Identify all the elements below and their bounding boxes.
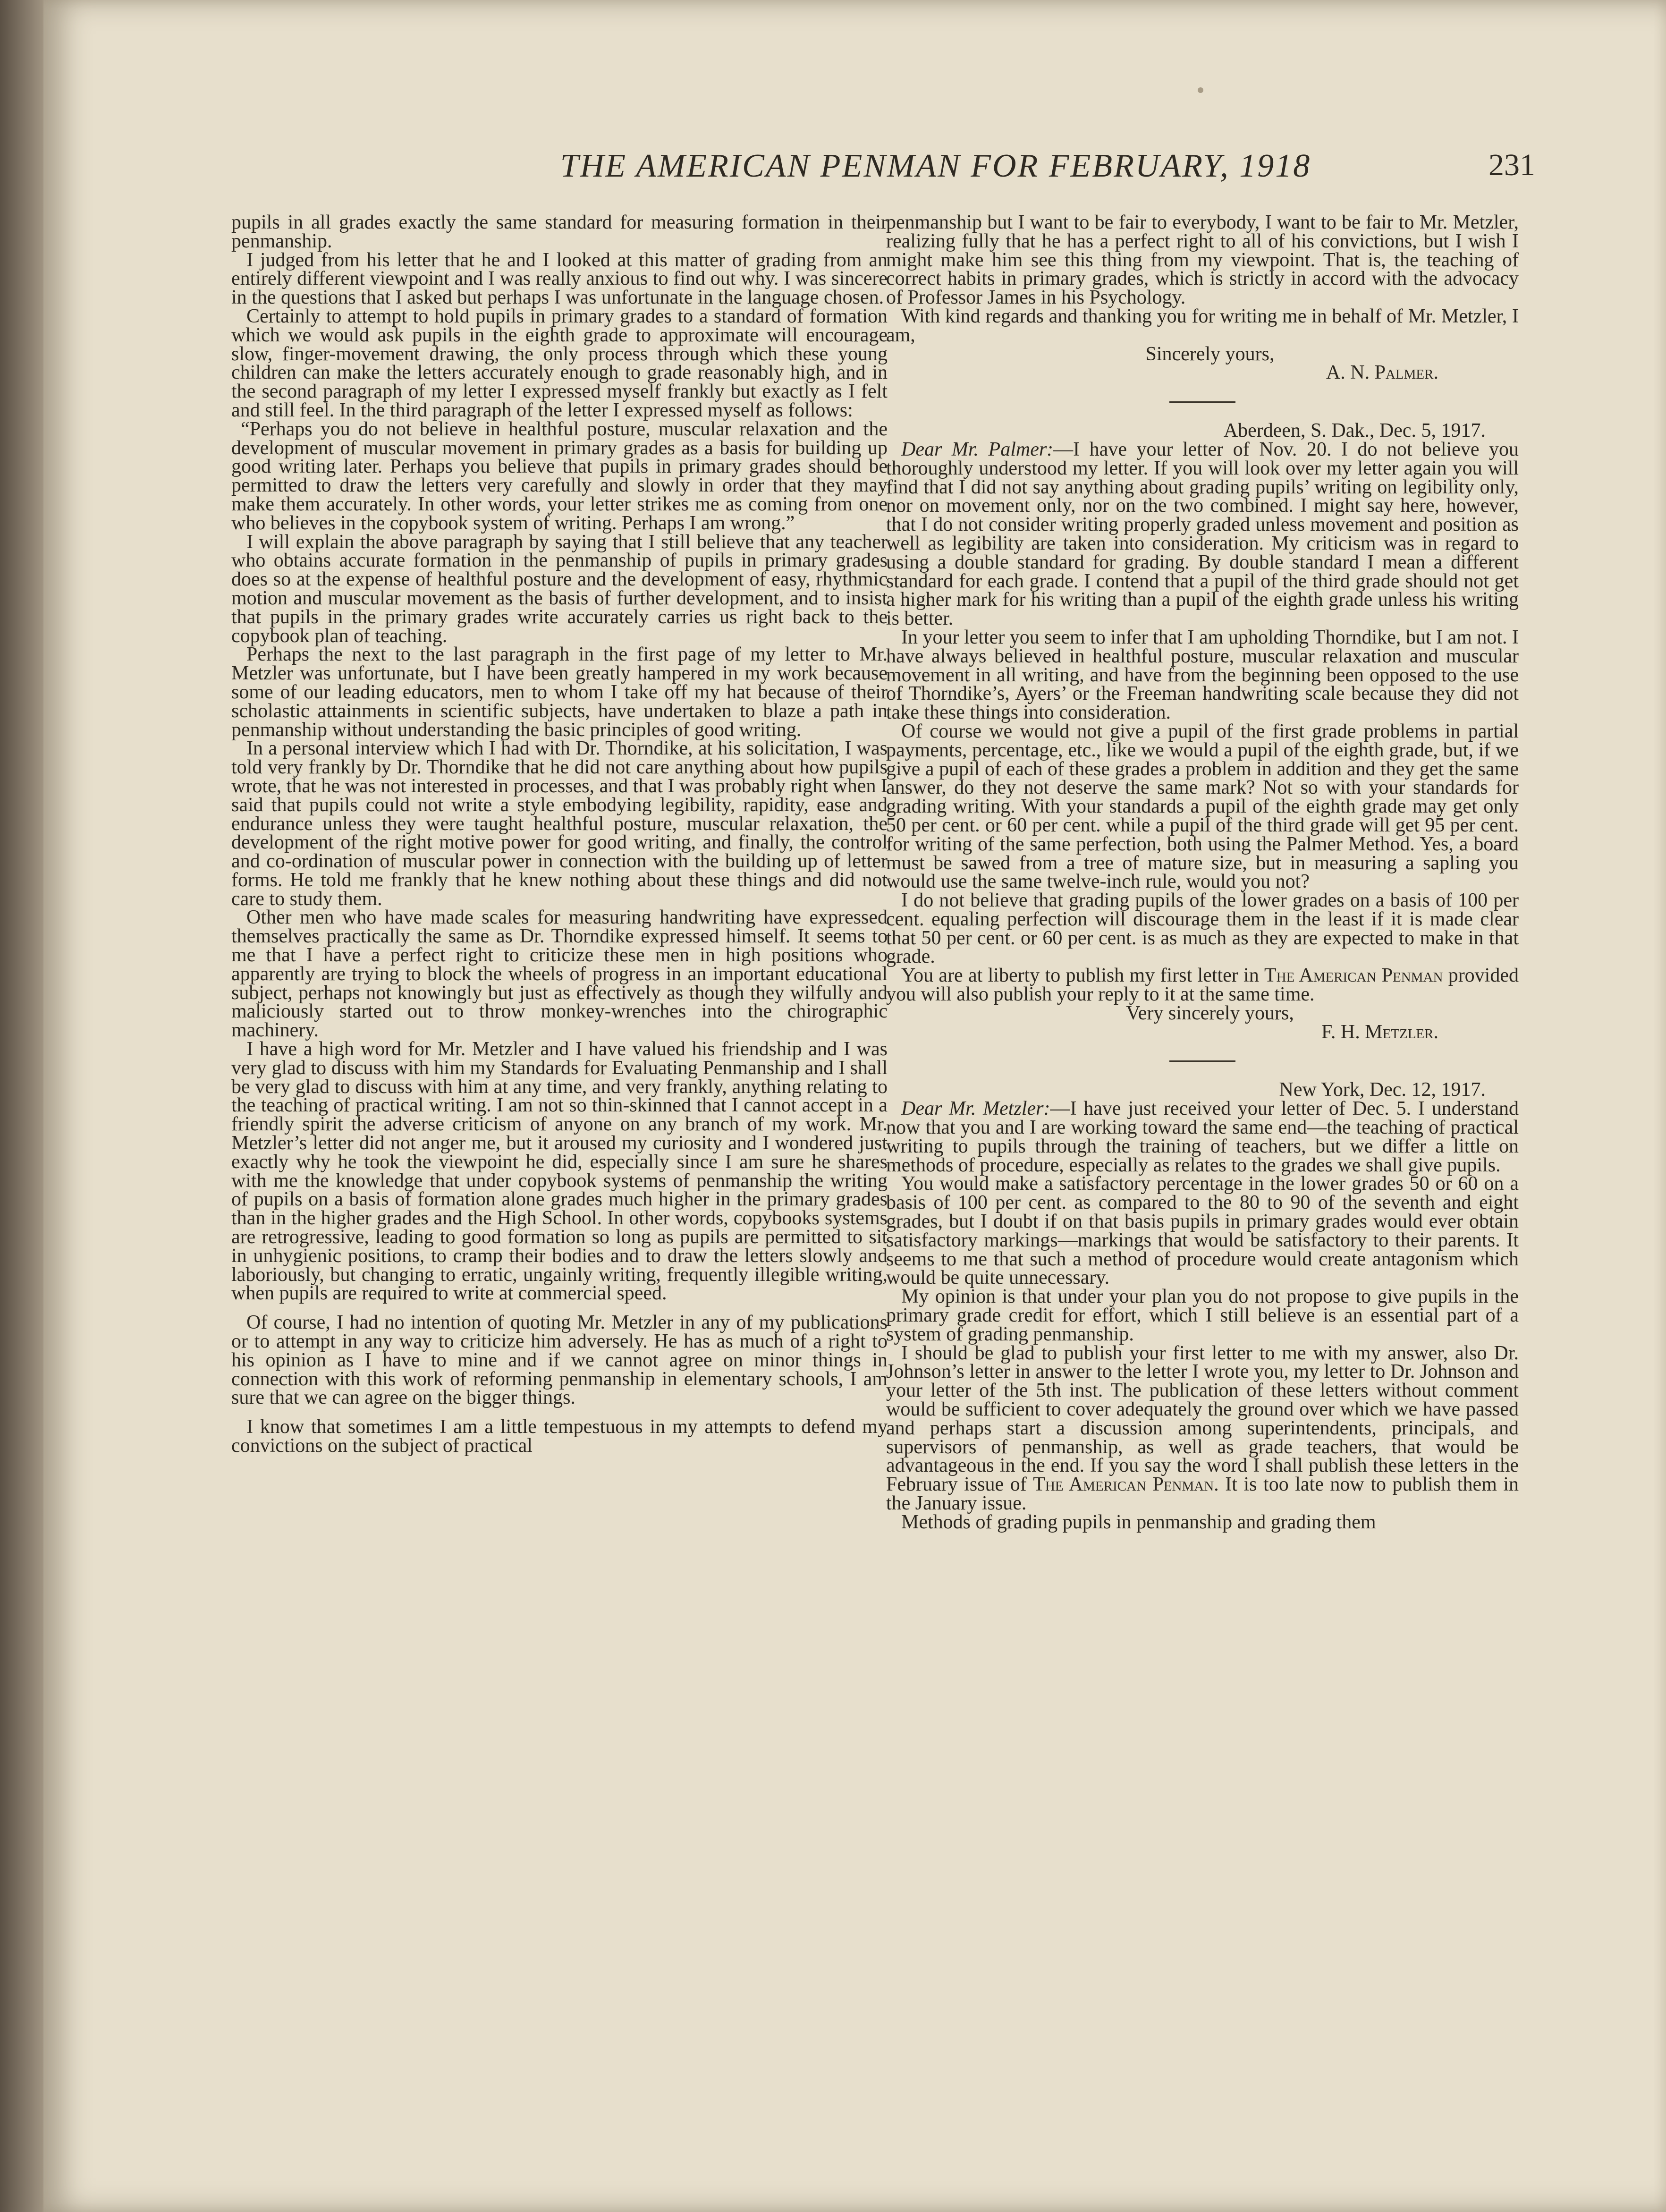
paragraph-text: —I have just received your letter of Dec. 5. I understand now that you and I are working toward the same end—the teaching of practical writing to pupils through the training of teachers, but we differ a little on methods of procedure, especially as relates to the grades we shall give pupils.	[886, 1098, 1519, 1176]
salutation: Dear Mr. Metzler:	[901, 1098, 1050, 1120]
paragraph: In a personal interview which I had with Dr. Thorndike, at his solicitation, I was told very frankly by Dr. Thorndike that he did not care anything about how pupils wrote, that he was not interested in processes, and that I was probably right when I said that pupils could not write a style embodying legibility, rapidity, ease and endurance unless they were taught healthful posture, muscular relaxation, the development of the right motive power for good writing, and finally, the control and co-ordination of muscular power in connection with the building up of letter forms. He told me frankly that he knew nothing about these things and did not care to study them.	[231, 737, 888, 910]
paragraph: I judged from his letter that he and I looked at this matter of grading from an entirely different viewpoint and I was really anxious to find out why. I was sincere in the questions that I asked but perhaps I was unfortunate in the language chosen.	[231, 249, 888, 309]
paragraph-text: —I have your letter of Nov. 20. I do not believe you thoroughly understood my letter. If you will look over my letter again you will find that I did not say anything about grading pupils’ writing on legibility only, nor on movement only, nor on the two combined. I might say here, however, that I do not consider writing properly graded unless movement and position as well as legibility are taken into consideration. My criticism was in regard to using a double standard for grading. By double standard I mean a different standard for each grade. I contend that a pupil of the third grade should not get a higher mark for his writing than a pupil of the eighth grade unless his writing is better.	[886, 438, 1519, 630]
section-divider	[1169, 401, 1235, 403]
paragraph	[886, 438, 1519, 630]
paragraph: Methods of grading pupils in penmanship and grading them	[901, 1511, 1376, 1533]
paragraph	[886, 1344, 1519, 1513]
paragraph: My opinion is that under your plan you do not propose to give pupils in the primary grade credit for effort, which I still believe is an essential part of a system of grading penmanship.	[886, 1286, 1519, 1345]
paragraph: Of course we would not give a pupil of the first grade problems in partial payments, percentage, etc., like we would a pupil of the eighth grade, but, if we give a pupil of each of these grades a problem in addition and they get the same answer, do they not deserve the same mark? Not so with your standards for grading writing. With your standards a pupil of the eighth grade may get only 50 per cent. or 60 per cent. while a pupil of the third grade will get 95 per cent. for writing of the same perfection, both using the Palmer Method. Yes, a board must be sawed from a tree of mature size, but in measuring a sapling you would use the same twelve-inch rule, would you not?	[886, 720, 1519, 893]
page	[43, 0, 1666, 2212]
paragraph-text: . It is too late now to publish them in the January issue.	[886, 1474, 1519, 1514]
page-header	[487, 147, 1535, 195]
letter-place-date: Aberdeen, S. Dak., Dec. 5, 1917.	[1223, 420, 1486, 442]
paper-spot	[1198, 87, 1203, 93]
publication-name: The American Penman	[1033, 1474, 1214, 1496]
paragraph: I have a high word for Mr. Metzler and I have valued his friendship and I was very glad to discuss with him my Standards for Evaluating Penmanship and I shall be very glad to discuss with him at any time, and very frankly, anything relating to the teaching of practical writing. I am not so thin-skinned that I cannot accept in a friendly spirit the adverse criticism of anyone on any branch of my work. Mr. Metzler’s letter did not anger me, but it aroused my curiosity and I wondered just exactly why he took the viewpoint he did, especially since I am sure he shares with me the knowledge that under copybook systems of penmanship the writing of pupils on a basis of formation alone grades much higher in the primary grades than in the higher grades and the High School. In other words, copybooks systems are retrogressive, leading to good formation so long as pupils are permitted to sit in unhygienic positions, to cramp their bodies and to draw the letters slowly and laboriously, but changing to erratic, ungainly writing, frequently illegible writing, when pupils are required to write at commercial speed.	[231, 1038, 888, 1305]
paragraph: Certainly to attempt to hold pupils in primary grades to a standard of formation which we would ask pupils in the eighth grade to approximate will encourage slow, finger-movement drawing, the only process through which these young children can make the letters accurately enough to grade reasonably high, and in the second paragraph of my letter I expressed myself frankly but exactly as I felt and still feel. In the third paragraph of the letter I expressed myself as follows:	[231, 305, 888, 421]
paragraph-text: You are at liberty to publish my first letter in	[901, 965, 1265, 987]
letter-place-date: New York, Dec. 12, 1917.	[1279, 1079, 1486, 1101]
quoted-paragraph: “Perhaps you do not believe in healthful posture, muscular relaxation and the development of muscular movement in primary grades as a basis for building up good writing later. Perhaps you believe that pupils in primary grades should be permitted to draw the letters very carefully and slowly in order that they may make them accurately. In other words, your letter strikes me as coming from one who believes in the copybook system of writing. Perhaps I am wrong.”	[231, 418, 888, 534]
paragraph-text: provided you will also publish your reply to it at the same time.	[886, 965, 1519, 1006]
letter-closing: Very sincerely yours,	[1126, 1002, 1294, 1024]
running-title: THE AMERICAN PENMAN FOR FEBRUARY, 1918	[560, 148, 1311, 184]
paragraph: I will explain the above paragraph by saying that I still believe that any teacher who obtains accurate formation in the penmanship of pupils in primary grades does so at the expense of healthful posture and the development of easy, rhythmic motion and muscular movement as the basis of further development, and to insist that pupils in the primary grades write accurately carries us right back to the copybook plan of teaching.	[231, 531, 888, 647]
right-column	[886, 213, 1519, 1532]
signature-metzler: F. H. Metzler.	[1321, 1021, 1438, 1043]
paragraph	[886, 1100, 1519, 1175]
paragraph: Other men who have made scales for measuring handwriting have expressed themselves practically the same as Dr. Thorndike expressed himself. It seems to me that I have a perfect right to criticize these men in high positions who apparently are trying to block the wheels of progress in an important educational subject, perhaps not knowingly but just as effectively as though they wilfully and maliciously started out to throw monkey-wrenches into the chirographic machinery.	[231, 907, 888, 1042]
paragraph: Of course, I had no intention of quoting Mr. Metzler in any of my publications or to attempt in any way to criticize him adversely. He has as much of a right to his opinion as I have to mine and if we cannot agree on minor things in connection with this work of reforming penmanship in elementary schools, I am sure that we can agree on the bigger things.	[231, 1312, 888, 1409]
paragraph: penmanship but I want to be fair to everybody, I want to be fair to Mr. Metzler, realizing fully that he has a perfect right to all of his convictions, but I wish I might make him see this thing from my viewpoint. That is, the teaching of correct habits in primary grades, which is strictly in accord with the advocacy of Professor James in his Psychology.	[886, 212, 1519, 309]
page-number: 231	[1488, 148, 1535, 182]
paragraph	[886, 966, 1519, 1004]
paragraph: Perhaps the next to the last paragraph in the first page of my letter to Mr. Metzler was unfortunate, but I have been greatly hampered in my work because some of our leading educators, men to whom I take off my hat because of their scholastic attainments in scientific subjects, have undertaken to blaze a path in penmanship without understanding the basic principles of good writing.	[231, 644, 888, 741]
signature-palmer: A. N. Palmer.	[1326, 362, 1438, 384]
letter-closing: Sincerely yours,	[1145, 343, 1275, 365]
salutation: Dear Mr. Palmer:	[901, 438, 1054, 460]
paragraph-text: I should be glad to publish your first letter to me with my answer, also Dr. Johnson’s letter in answer to the letter I wrote you, my letter to Dr. Johnson and your letter of the 5th inst. The publication of these letters without comment would be sufficient to cover adequately the ground over which we have passed and perhaps start a discussion among superintendents, principals, and supervisors of penmanship, as well as grade teachers, that would be advantageous in the end. If you say the word I shall publish these letters in the February issue of	[886, 1342, 1519, 1496]
section-divider	[1169, 1060, 1235, 1062]
paragraph: I know that sometimes I am a little tempestuous in my attempts to defend my convictions on the subject of practical	[231, 1416, 888, 1457]
paragraph: pupils in all grades exactly the same standard for measuring formation in their penmanship.	[231, 212, 888, 252]
paragraph: In your letter you seem to infer that I am upholding Thorndike, but I am not. I have always believed in healthful posture, muscular relaxation and muscular movement in all writing, and have from the beginning been opposed to the use of Thorndike’s, Ayers’ or the Freeman handwriting scale because they did not take these things into consideration.	[886, 626, 1519, 724]
publication-name: The American Penman	[1264, 965, 1443, 987]
left-column	[231, 213, 888, 1456]
paragraph: You would make a satisfactory percentage in the lower grades 50 or 60 on a basis of 100 per cent. as compared to the 80 to 90 of the seventh and eight grades, but I doubt if on that basis pupils in primary grades would ever obtain satisfactory markings—markings that would be satisfactory to their parents. It seems to me that such a method of procedure would create antagonism which would be quite unnecessary.	[886, 1173, 1519, 1289]
paragraph: I do not believe that grading pupils of the lower grades on a basis of 100 per cent. equaling perfection will discourage them in the least if it is made clear that 50 per cent. or 60 per cent. is as much as they are expected to make in that grade.	[886, 890, 1519, 968]
paragraph: With kind regards and thanking you for writing me in behalf of Mr. Metzler, I am,	[886, 305, 1519, 346]
